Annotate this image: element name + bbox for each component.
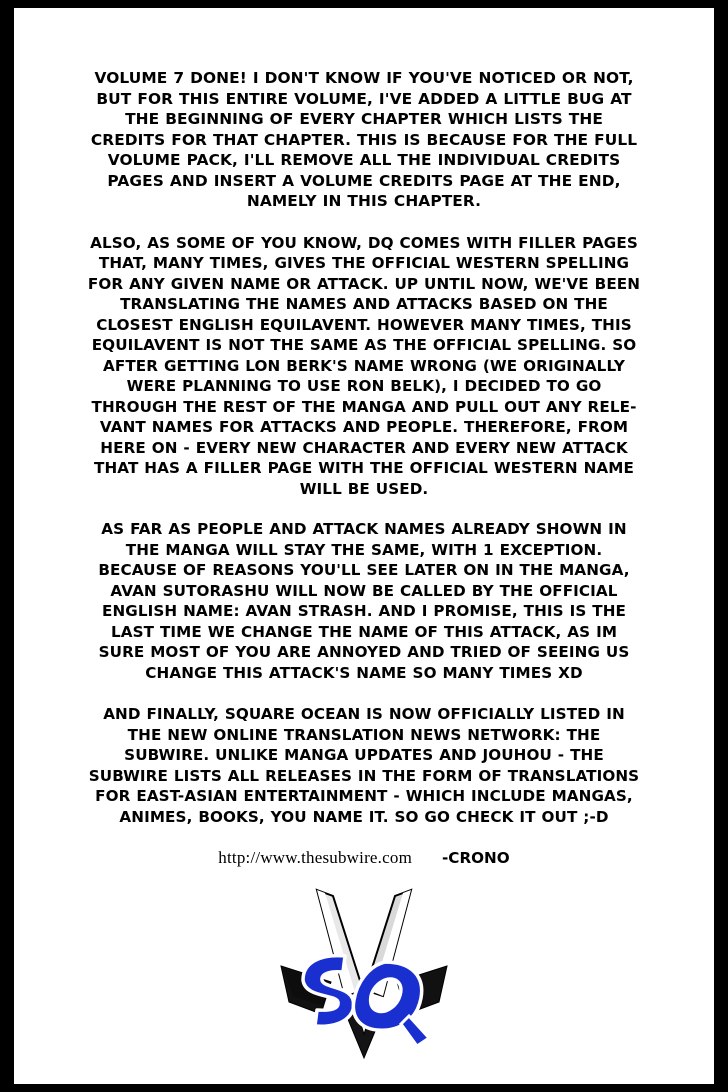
author-signature: -CRONO [442,849,510,867]
square-ocean-logo [259,862,469,1062]
paragraph-volume-credits: VOLUME 7 DONE! I DON'T KNOW IF YOU'VE NOTICED OR NOT, BUT FOR THIS ENTIRE VOLUME, I'VE ADDED A LITTLE BUG AT THE BEGINNING OF EVERY CHAPTER WHICH LISTS THE CREDITS FOR THAT CHAPTER. THIS IS BECAUSE FOR THE FULL VOLUME PACK, I'LL REMOVE ALL THE INDIVIDUAL CREDITS PAGES AND INSERT A VOLUME CREDITS PAGE AT THE END, NAMELY IN THIS CHAPTER. [90,69,638,210]
paragraph-avan-strash: AS FAR AS PEOPLE AND ATTACK NAMES ALREADY SHOWN IN THE MANGA WILL STAY THE SAME, WITH 1 EXCEPTION. BECAUSE OF REASONS YOU'LL SEE LATER ON IN THE MANGA, AVAN SUTORASHU WILL NOW BE CALLED BY THE OFFICIAL ENGLISH NAME: AVAN STRASH. AND I PROMISE, THIS IS THE LAST TIME WE CHANGE THE NAME OF THIS ATTACK, AS IM SURE MOST OF YOU ARE ANNOYED AND TRIED OF SEEING US CHANGE THIS ATTACK'S NAME SO MANY TIMES XD [98,520,630,682]
afterword-content [14,8,714,1084]
subwire-url[interactable]: http://www.thesubwire.com [218,848,412,867]
paragraph-subwire-listing: AND FINALLY, SQUARE OCEAN IS NOW OFFICIALLY LISTED IN THE NEW ONLINE TRANSLATION NEWS NETWORK: THE SUBWIRE. UNLIKE MANGA UPDATES AND JOUHOU - THE SUBWIRE LISTS ALL RELEASES IN THE FORM OF TRANSLATIONS FOR EAST-ASIAN ENTERTAINMENT - WHICH INCLUDE MANGAS, ANIMES, BOOKS, YOU NAME IT. SO GO CHECK IT OUT ;-D [88,705,640,826]
paragraph-filler-page-names: ALSO, AS SOME OF YOU KNOW, DQ COMES WITH FILLER PAGES THAT, MANY TIMES, GIVES THE OFFICIAL WESTERN SPELLING FOR ANY GIVEN NAME OR ATTACK. UP UNTIL NOW, WE'VE BEEN TRANSLATING THE NAMES AND ATTACKS BASED ON THE CLOSEST ENGLISH EQUILAVENT. HOWEVER MANY TIMES, THIS EQUILAVENT IS NOT THE SAME AS THE OFFICIAL SPELLING. SO AFTER GETTING LON BERK'S NAME WRONG (WE ORIGINALLY WERE PLANNING TO USE RON BELK), I DECIDED TO GO THROUGH THE REST OF THE MANGA AND PULL OUT ANY RELE-VANT NAMES FOR ATTACKS AND PEOPLE. THEREFORE, FROM HERE ON - EVERY NEW CHARACTER AND EVERY NEW ATTACK THAT HAS A FILLER PAGE WITH THE OFFICIAL WESTERN NAME WILL BE USED. [87,233,641,498]
logo-container [14,852,714,1062]
